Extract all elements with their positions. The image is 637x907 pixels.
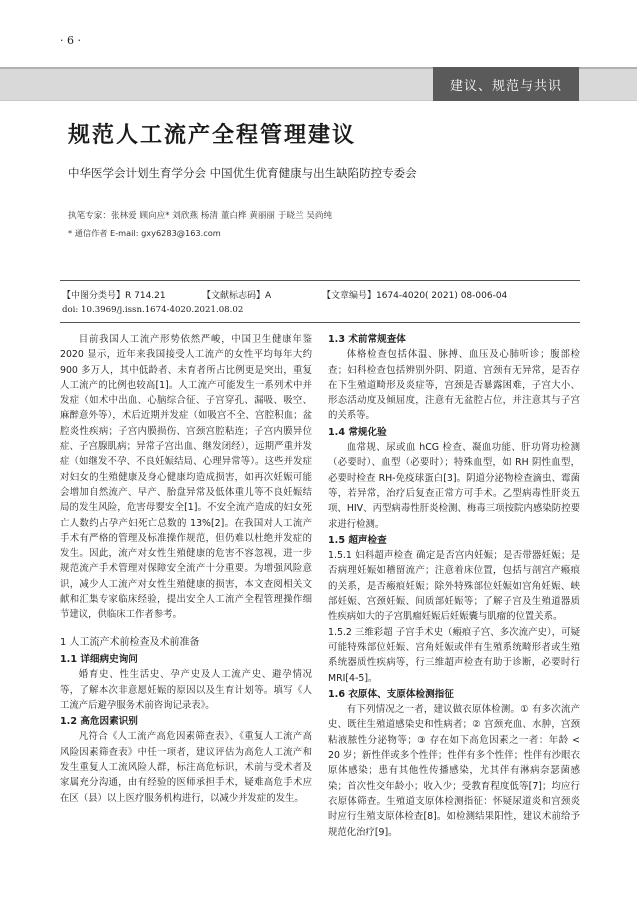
section-heading-1-2: 1.2 高危因素识别 <box>60 716 138 728</box>
section-1-3-text: 体格检查包括体温、脉搏、血压及心肺听诊；腹部检查；妇科检查包括辨别外阴、阴道、宫颈有无异常，是否存在下生殖道畸形及炎症等，宫颈是否暴露困难，子宫大小、形态活动度及倾屈度，注意有无盆腔占位，并注意其与子宫的关系等。 <box>328 349 580 422</box>
section-heading-1: 1 人工流产术前检查及术前准备 <box>60 636 200 648</box>
article-meta <box>62 288 507 301</box>
column-badge: 建议、规范与共识 <box>433 67 579 101</box>
corresponding-author: * 通信作者 E-mail: gxy6283@163.com <box>68 228 221 238</box>
doi: doi: 10.3969/j.issn.1674-4020.2021.08.02 <box>62 305 244 315</box>
section-heading-1-6: 1.6 衣原体、支原体检测指征 <box>328 688 454 700</box>
right-column <box>328 332 580 840</box>
writing-experts: 执笔专家：张林爱 顾向应* 刘欣燕 杨清 董白桦 黄丽丽 于晓兰 吴尚纯 <box>68 211 333 221</box>
document-code: 【文献标志码】A <box>202 291 272 301</box>
section-heading-1-3: 1.3 术前常规查体 <box>328 334 406 345</box>
section-1-5-1-text: 1.5.1 妇科超声检查 确定是否宫内妊娠；是否带器妊娠；是否病理妊娠如稽留流产；注意着床位置，包括与剖宫产瘢痕的关系，是否瘢痕妊娠；除外特殊部位妊娠如宫角妊娠、峡部妊娠、宫颈妊娠、间质部妊娠等；了解子宫及生殖道器质性疾病如大的子宫肌瘤妊娠后妊娠囊与肌瘤的位置关系。 <box>328 550 580 623</box>
meta-top-rule <box>60 280 580 281</box>
section-1-4-text: 血常规、尿或血 hCG 检查、凝血功能、肝功肾功检测（必要时）、血型（必要时）；特殊血型，如 RH 阴性血型，必要时检查 RH-免疫球蛋白[3]。阴道分泌物检查滴虫、霉菌等，若异常，治疗后复查正常方可手术。乙型病毒性肝炎五项、HIV、丙型病毒性肝炎检测、梅毒三项按院内感染防控要求进行检测。 <box>328 442 580 530</box>
section-heading-1-5: 1.5 超声检查 <box>328 534 387 546</box>
clc-number: 【中图分类号】R 714.21 <box>62 291 166 301</box>
meta-bottom-rule <box>60 322 580 323</box>
author-organizations: 中华医学会计划生育学分会 中国优生优育健康与出生缺陷防控专委会 <box>68 166 417 180</box>
article-title: 规范人工流产全程管理建议 <box>68 123 357 148</box>
section-heading-1-1: 1.1 详细病史询问 <box>60 653 138 665</box>
section-1-2-text: 凡符合《人工流产高危因素筛查表》、《重复人工流产高风险因素筛查表》中任一项者，建议评估为高危人工流产和发生重复人工流风险人群，标注高危标识，术前与受术者及家属充分沟通，由有经验的医师承担手术，疑难高危手术应在区（县）以上医疗服务机构进行，以减少并发症的发生。 <box>60 731 312 804</box>
intro-paragraph: 目前我国人工流产形势依然严峻，中国卫生健康年鉴 2020 显示，近年来我国接受人工流产的女性平均每年大约 900 多万人，其中低龄者、未育者所占比例更是突出，重复人工流产的比例也较高[1]。人工流产可能发生一系列术中并发症（如术中出血、心脑综合征、子宫穿孔、漏吸、吸空、麻醉意外等），术后近期并发症（如吸宫不全、宫腔积血；盆腔炎性疾病；子宫内膜损伤、宫颈宫腔粘连；子宫内膜异位症、子宫腺肌病；异常子宫出血、继发闭经），远期严重并发症（如继发不孕、不良妊娠结局、心理异常等）。这些并发症对妇女的生殖健康及身心健康均造成损害，如再次妊娠可能会增加自然流产、早产、胎盘异常及低体重儿等不良妊娠结局的发生风险，危害母婴安全[1]。不安全流产造成的妇女死亡人数约占孕产妇死亡总数的 13%[2]。在我国对人工流产手术有严格的管理及标准操作规范，但仍难以杜绝并发症的发生。因此，流产对女性生殖健康的危害不容忽视，进一步规范流产手术管理对保障安全流产十分重要。为增强风险意识，减少人工流产对女性生殖健康的损害，本文查阅相关文献和汇集专家临床经验，提出安全人工流产全程管理操作细节建议，供临床工作者参考。 <box>60 334 312 621</box>
left-column <box>60 332 312 806</box>
section-1-1-text: 婚育史、性生活史、孕产史及人工流产史、避孕情况等，了解本次非意愿妊娠的原因以及生育计划等。填写《人工流产后避孕服务术前咨询记录表》。 <box>60 669 312 711</box>
section-1-5-2-text: 1.5.2 三维彩超 子宫手术史（瘢痕子宫、多次流产史），可疑可能特殊部位妊娠、宫角妊娠或伴有生殖系统畸形者或生殖系统器质性疾病等，行三维超声检查有助于诊断，必要时行 MRI[4-5]。 <box>328 626 580 684</box>
article-number: 【文章编号】1674-4020( 2021) 08-006-04 <box>322 291 508 301</box>
section-1-6-text: 有下列情况之一者，建议做衣原体检测。① 有多次流产史、既往生殖道感染史和性病者；② 宫颈充血、水肿，宫颈粘液脓性分泌物等；③ 存在如下高危因素之一者：年龄 < 20 岁；新性伴或多个性伴；性伴有多个性伴；性伴有沙眼衣原体感染；患有其他性传播感染，尤其伴有淋病奈瑟菌感染；首次性交年龄小；收入少；受教育程度低等[7]；均应行衣原体筛查。生殖道支原体检测指征：怀疑尿道炎和宫颈炎时应行生殖支原体检查[8]。如检测结果阳性，建议术前给予规范化治疗[9]。 <box>328 704 580 838</box>
section-heading-1-4: 1.4 常规化验 <box>328 426 387 438</box>
page-number: · 6 · <box>60 34 81 47</box>
